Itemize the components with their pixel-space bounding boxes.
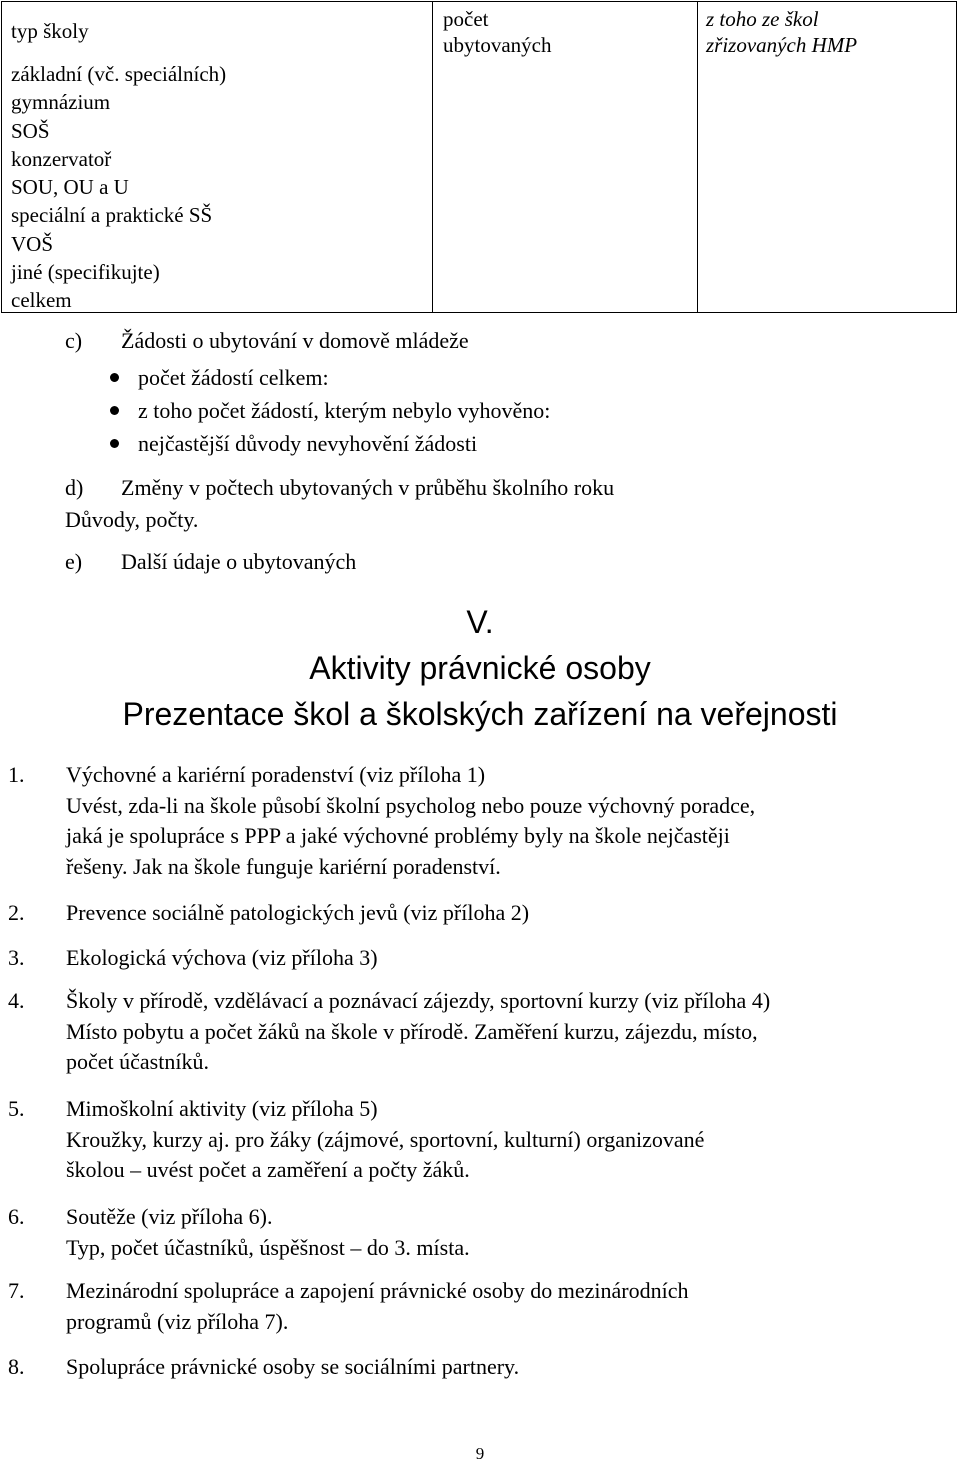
chapter-subtitle: Prezentace škol a školských zařízení na veřejnosti [122, 696, 838, 732]
section-c-heading: c) Žádosti o ubytování v domově mládeže [65, 328, 469, 353]
table-row: základní (vč. speciálních) [11, 62, 227, 86]
section-d-heading: d) Změny v počtech ubytovaných v průběhu školního roku [65, 475, 615, 500]
section-d-subtitle: Důvody, počty. [65, 507, 199, 532]
table-row: speciální a praktické SŠ [11, 203, 213, 228]
accommodated-count-column [433, 2, 698, 312]
chapter-title: Aktivity právnické osoby [309, 650, 651, 686]
hmp-schools-header: z toho ze škol zřizovaných HMP [706, 7, 858, 57]
table-row: SOU, OU a U [11, 175, 129, 200]
bullet-icon [110, 406, 119, 415]
bullet-icon [110, 439, 119, 448]
list-item: nejčastější důvody nevyhovění žádosti [110, 427, 550, 460]
accommodation-table [1, 1, 957, 313]
section-e-heading: e) Další údaje o ubytovaných [65, 549, 357, 574]
hmp-schools-column [698, 2, 956, 312]
table-row: SOŠ [11, 118, 50, 143]
list-item: z toho počet žádostí, kterým nebylo vyhověno: [110, 394, 550, 427]
accommodated-count-header: počet ubytovaných [443, 7, 552, 57]
school-type-column [2, 2, 433, 312]
school-type-list [11, 60, 226, 315]
chapter-number: V. [466, 604, 494, 640]
table-row: VOŠ [11, 231, 54, 256]
table-row: celkem [11, 288, 72, 313]
table-row: gymnázium [11, 90, 111, 115]
list-item: počet žádostí celkem: [110, 361, 550, 394]
bullet-icon [110, 373, 119, 382]
section-c-bullets [110, 361, 550, 460]
school-type-header: typ školy [11, 19, 89, 43]
table-row: jiné (specifikujte) [11, 260, 160, 285]
page-number: 9 [475, 1444, 485, 1463]
table-row: konzervatoř [11, 146, 112, 171]
